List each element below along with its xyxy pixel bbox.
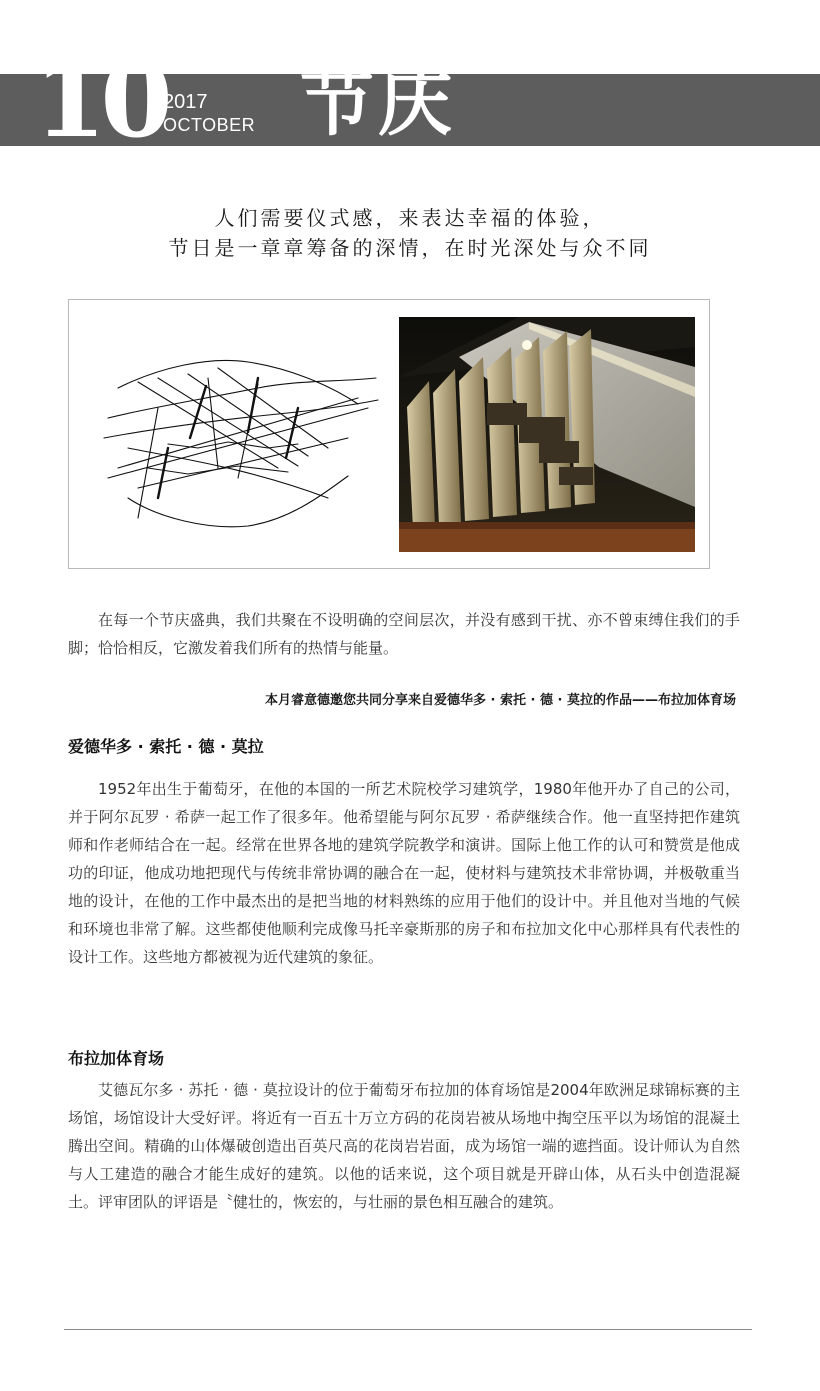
intro-paragraph: 在每一个节庆盛典，我们共聚在不设明确的空间层次，并没有感到干扰、亦不曾束缚住我们的手脚；恰恰相反，它激发着我们所有的热情与能量。	[68, 611, 740, 657]
tagline-line-2: 节日是一章章筹备的深情，在时光深处与众不同	[168, 236, 652, 260]
stadium-heading: 布拉加体育场	[68, 1049, 165, 1068]
footer-divider	[64, 1329, 752, 1330]
invite-caption: 本月睿意德邀您共同分享来自爱德华多 · 索托 · 德 · 莫拉的作品——布拉加体育场	[265, 693, 736, 708]
architect-sketch-image	[98, 348, 380, 533]
issue-year: 2017	[163, 91, 208, 113]
architect-heading: 爱德华多 · 索托 · 德 · 莫拉	[68, 737, 264, 756]
architect-bio-paragraph: 1952年出生于葡萄牙，在他的本国的一所艺术院校学习建筑学，1980年他开办了自己的公司，并于阿尔瓦罗 · 希萨一起工作了很多年。他希望能与阿尔瓦罗 · 希萨继续合作。他一直坚持把作建筑师和作老师结合在一起。经常在世界各地的建筑学院教学和演讲。国际上他工作的认可和赞赏是他成功的印证，他成功地把现代与传统非常协调的融合在一起，使材料与建筑技术非常协调，并极敬重当地的设计，在他的工作中最杰出的是把当地的材料熟练的应用于他们的设计中。并且他对当地的气候和环境也非常了解。这些都使他顺利完成像马托辛豪斯那的房子和布拉加文化中心那样具有代表性的设计工作。这些地方都被视为近代建筑的象征。	[68, 780, 740, 966]
issue-month: OCTOBER	[163, 115, 256, 135]
issue-day-number: 10	[34, 38, 167, 161]
tagline-line-1: 人们需要仪式感，来表达幸福的体验，	[214, 206, 606, 230]
stadium-photo-image	[399, 317, 695, 552]
section-title: 节庆	[300, 60, 456, 146]
stadium-description-paragraph: 艾德瓦尔多 · 苏托 · 德 · 莫拉设计的位于葡萄牙布拉加的体育场馆是2004年欧洲足球锦标赛的主场馆，场馆设计大受好评。将近有一百五十万立方码的花岗岩被从场地中掏空压平以为场馆的混凝土腾出空间。精确的山体爆破创造出百英尺高的花岗岩岩面，成为场馆一端的遮挡面。设计师认为自然与人工建造的融合才能生成好的建筑。以他的话来说，这个项目就是开辟山体，从石头中创造混凝土。评审团队的评语是〝健壮的，恢宏的，与壮丽的景色相互融合的建筑。	[68, 1081, 740, 1211]
